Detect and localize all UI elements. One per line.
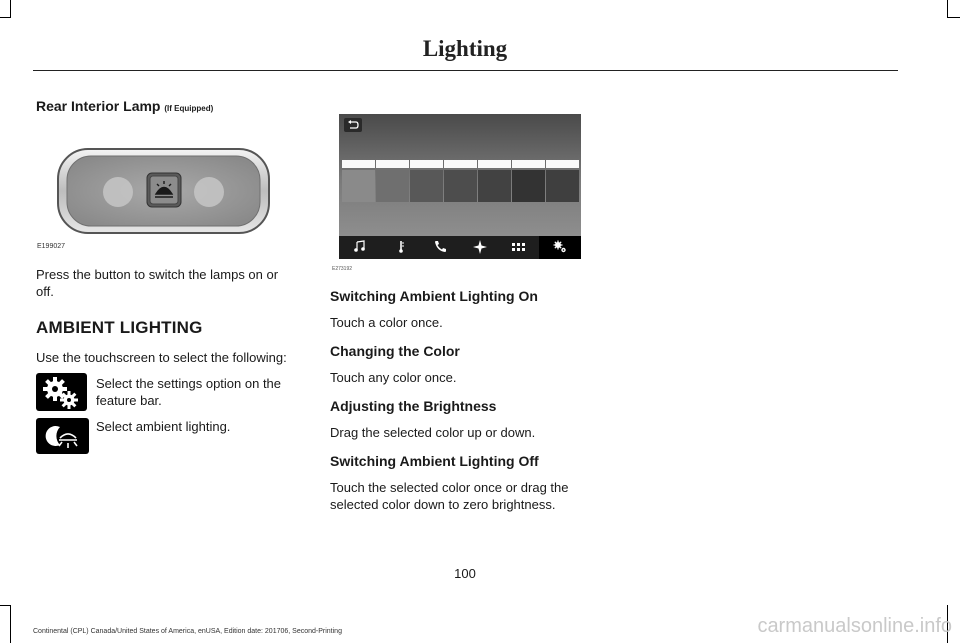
color-swatch-cap — [512, 160, 545, 168]
climate-icon[interactable] — [393, 239, 409, 255]
navigation-icon[interactable] — [472, 239, 488, 255]
color-swatch-cap — [546, 160, 579, 168]
color-swatch-cap — [410, 160, 443, 168]
settings-gears-icon — [36, 373, 87, 411]
color-swatch-cap — [444, 160, 477, 168]
lamp-paragraph: Press the button to switch the lamps on or off. — [36, 267, 279, 299]
lamp-heading-text: Rear Interior Lamp — [36, 98, 161, 114]
settings-icon[interactable] — [552, 239, 568, 255]
color-swatch-cap — [376, 160, 409, 168]
title-divider — [33, 70, 898, 71]
section-text: Touch a color once. — [330, 315, 443, 330]
crop-mark — [10, 605, 11, 643]
color-swatch[interactable] — [512, 170, 545, 202]
section-heading: Switching Ambient Lighting Off — [330, 453, 539, 469]
phone-icon[interactable] — [432, 239, 448, 255]
ambient-lighting-icon — [36, 418, 89, 454]
color-swatch-cap — [478, 160, 511, 168]
color-swatch[interactable] — [376, 170, 409, 202]
apps-icon[interactable] — [511, 239, 527, 255]
lamp-heading-suffix: (If Equipped) — [164, 104, 214, 113]
rear-interior-lamp-illustration — [56, 146, 272, 236]
color-swatch[interactable] — [410, 170, 443, 202]
color-swatch[interactable] — [444, 170, 477, 202]
step-ambient-text: Select ambient lighting. — [96, 419, 231, 434]
screen-image-code: E273192 — [332, 266, 353, 272]
lamp-image-code: E199027 — [37, 243, 66, 250]
crop-mark — [0, 17, 11, 18]
rear-interior-lamp-heading — [36, 98, 213, 114]
back-arrow-icon — [344, 118, 362, 132]
ambient-lighting-screen — [339, 114, 581, 259]
watermark: carmanualsonline.info — [757, 615, 952, 637]
music-note-icon[interactable] — [352, 239, 368, 255]
section-heading: Changing the Color — [330, 343, 460, 359]
page-title: Lighting — [422, 36, 508, 61]
section-text: Touch any color once. — [330, 370, 457, 385]
section-text: Touch the selected color once or drag the selected color down to zero brightness. — [330, 480, 569, 512]
ambient-intro: Use the touchscreen to select the following: — [36, 350, 287, 365]
crop-mark — [0, 605, 11, 606]
step-settings-text: Select the settings option on the feature bar. — [96, 376, 282, 408]
section-text: Drag the selected color up or down. — [330, 425, 536, 440]
crop-mark — [10, 0, 11, 18]
color-swatch[interactable] — [546, 170, 579, 202]
page-number: 100 — [454, 566, 476, 581]
color-swatch[interactable] — [342, 170, 375, 202]
crop-mark — [947, 0, 948, 18]
crop-mark — [947, 17, 960, 18]
back-button[interactable] — [344, 118, 362, 132]
section-heading: Switching Ambient Lighting On — [330, 288, 538, 304]
ambient-lighting-heading: AMBIENT LIGHTING — [36, 318, 203, 337]
edition-footer: Continental (CPL) Canada/United States of America, enUSA, Edition date: 201706, Second-Printing — [33, 628, 342, 635]
color-swatch[interactable] — [478, 170, 511, 202]
section-heading: Adjusting the Brightness — [330, 398, 497, 414]
color-swatch-cap — [342, 160, 375, 168]
